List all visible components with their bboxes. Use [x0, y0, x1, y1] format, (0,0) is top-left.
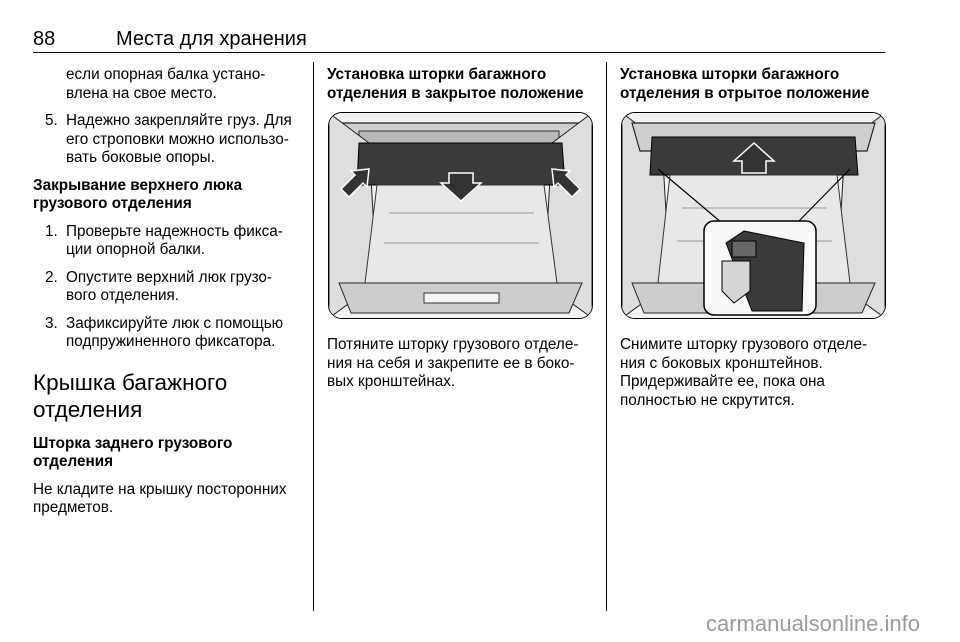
column-left: [33, 66, 303, 518]
figure-caption: Потяните шторку грузового отделе- ния на себя и закрепите ее в боко- вых кронштейнах.: [327, 336, 579, 390]
text-line: подпружиненного фиксатора.: [66, 333, 276, 350]
list-item: [33, 269, 303, 306]
watermark-text: carmanualsonline.info: [705, 611, 920, 636]
text-line: Опустите верхний люк грузо-: [66, 268, 273, 286]
column-right: [620, 66, 890, 103]
text-line: вать боковые опоры.: [66, 149, 215, 166]
text-line: Надежно закрепляйте груз. Для: [66, 112, 292, 129]
text-line: если опорная балка устано-: [66, 66, 266, 83]
page-title: Места для хранения: [116, 28, 307, 50]
figure-heading: Установка шторки багажного: [327, 66, 547, 83]
text-line: ции опорной балки.: [66, 241, 205, 258]
figure-heading: отделения в отрытое положение: [620, 84, 870, 102]
figure-caption: Снимите шторку грузового отделе- ния с боковых кронштейнов. Придерживайте ее, пока она полностью не скрутится.: [620, 336, 868, 409]
figure-cover-closed: [328, 112, 593, 319]
list-item: [33, 315, 303, 352]
list-number: 3.: [45, 314, 58, 332]
section-heading: Закрывание верхнего люка грузового отделения: [33, 176, 243, 212]
figure-cover-open: [621, 112, 886, 319]
figure-heading: отделения в закрытое положение: [327, 84, 584, 102]
list-number: 2.: [45, 268, 58, 286]
column-divider: [606, 62, 607, 611]
column-middle: [327, 66, 597, 103]
page-header: [33, 28, 885, 52]
text-line: Проверьте надежность фикса-: [66, 222, 283, 240]
text-line: влена на свое место.: [66, 84, 217, 102]
section-title: Крышка багажного отделения: [33, 369, 228, 422]
text-line: вого отделения.: [66, 287, 180, 304]
figure-heading: Установка шторки багажного: [620, 66, 840, 83]
list-number: 1.: [45, 222, 58, 240]
text-line: его строповки можно использо-: [66, 130, 289, 148]
list-item: [33, 112, 303, 168]
column-divider: [313, 62, 314, 611]
page-number: 88: [33, 28, 56, 50]
header-divider: [33, 52, 885, 53]
text-line: Зафиксируйте люк с помощью: [66, 314, 284, 332]
note-paragraph: Не кладите на крышку посторонних предметов.: [33, 480, 287, 516]
list-number: 5.: [45, 112, 58, 129]
list-item: [33, 223, 303, 260]
subsection-title: Шторка заднего грузового отделения: [33, 434, 233, 470]
